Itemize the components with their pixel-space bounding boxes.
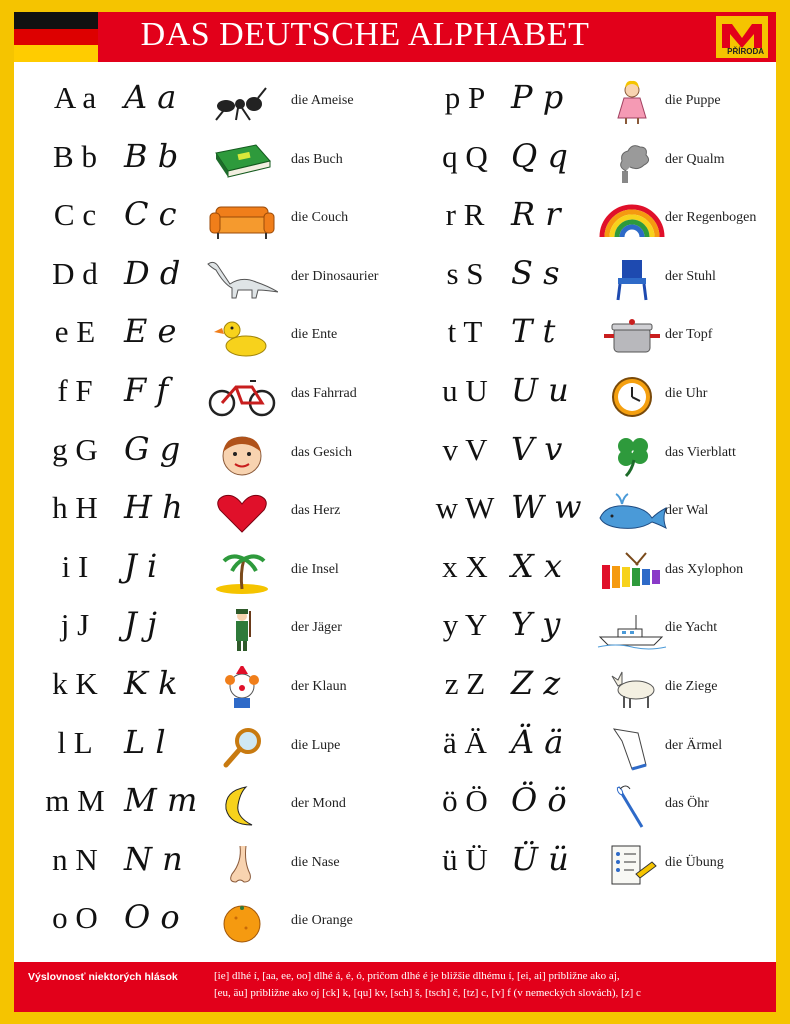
needle-icon xyxy=(596,783,668,829)
script-letters: U u xyxy=(511,370,569,409)
yacht-icon xyxy=(596,607,668,653)
printed-letters: s S xyxy=(446,255,484,291)
script-letters: T t xyxy=(511,312,556,351)
script-letters: Q q xyxy=(511,136,568,175)
chair-icon xyxy=(596,256,668,302)
letter-row xyxy=(406,74,776,133)
letter-row xyxy=(14,836,406,895)
printed-letters: A a xyxy=(53,80,97,115)
letter-row xyxy=(14,601,406,660)
face-icon xyxy=(206,432,278,478)
script-letters: A a xyxy=(124,78,177,116)
letter-row xyxy=(406,426,776,485)
bicycle-icon xyxy=(206,373,278,419)
clover-icon xyxy=(596,432,668,478)
example-word: die Ameise xyxy=(291,93,354,108)
printed-letters: u U xyxy=(442,372,488,408)
example-word: die Uhr xyxy=(665,385,708,401)
doll-icon xyxy=(596,80,668,126)
script-letters: P p xyxy=(511,78,564,116)
script-letters: O o xyxy=(124,898,180,937)
script-letters: E e xyxy=(124,312,177,351)
letter-row xyxy=(14,777,406,836)
smoke-icon xyxy=(596,139,668,185)
letter-row xyxy=(14,191,406,250)
script-letters: N n xyxy=(124,839,183,878)
moon-icon xyxy=(206,783,278,829)
script-letters: J j xyxy=(124,605,157,644)
letter-row xyxy=(406,601,776,660)
letter-row xyxy=(406,367,776,426)
script-letters: G g xyxy=(124,429,181,468)
script-letters: Ö ö xyxy=(511,781,567,820)
orange-icon xyxy=(206,900,278,946)
example-word: die Nase xyxy=(291,854,340,870)
whale-icon xyxy=(596,490,668,536)
german-flag-icon xyxy=(14,12,98,62)
printed-letters: q Q xyxy=(442,138,488,174)
footer-text xyxy=(214,968,770,1002)
exercise-icon xyxy=(596,842,668,888)
letter-row xyxy=(406,777,776,836)
letter-row xyxy=(406,191,776,250)
example-word: das Herz xyxy=(291,503,341,519)
printed-letters: h H xyxy=(52,490,98,526)
printed-letters: r R xyxy=(445,197,485,233)
heart-icon xyxy=(206,490,278,536)
printed-letters: y Y xyxy=(442,607,488,643)
script-letters: X x xyxy=(511,546,562,585)
script-letters: Y y xyxy=(511,605,561,644)
example-word: der Mond xyxy=(291,796,346,812)
example-word: der Dinosaurier xyxy=(291,268,379,284)
script-letters: V v xyxy=(511,429,563,468)
printed-letters: C c xyxy=(53,197,97,233)
script-letters: D d xyxy=(124,253,181,292)
script-letters: Z z xyxy=(511,663,561,702)
letter-row xyxy=(406,308,776,367)
printed-letters: x X xyxy=(442,548,488,584)
magnifier-icon xyxy=(206,725,278,771)
printed-letters: t T xyxy=(447,314,483,350)
letter-row xyxy=(406,836,776,895)
printed-letters: m M xyxy=(45,783,105,819)
letter-row xyxy=(14,74,406,133)
example-word: der Regenbogen xyxy=(665,210,757,226)
letter-row xyxy=(14,308,406,367)
printed-letters: p P xyxy=(444,80,486,115)
hunter-icon xyxy=(206,607,278,653)
ant-icon xyxy=(206,80,278,126)
pot-icon xyxy=(596,314,668,360)
example-word: die Ziege xyxy=(665,678,718,694)
footer-label: Výslovnosť niektorých hlások xyxy=(28,971,178,983)
letter-row xyxy=(406,133,776,192)
example-word: die Puppe xyxy=(665,93,721,108)
script-letters: C c xyxy=(124,195,177,234)
example-word: der Qualm xyxy=(665,151,725,167)
left-column xyxy=(14,74,406,953)
dinosaur-icon xyxy=(206,256,278,302)
example-word: das Buch xyxy=(291,151,343,167)
footer-line: [ie] dlhé í, [aa, ee, oo] dlhé á, é, ó, pričom dlhé é je bližšie dlhému í, [ei, ai] približne ako aj, xyxy=(214,970,620,982)
example-word: das Xylophon xyxy=(665,561,744,577)
pronunciation-footer xyxy=(14,962,776,1012)
sleeve-icon xyxy=(596,725,668,771)
letter-row xyxy=(406,250,776,309)
letter-row xyxy=(14,250,406,309)
example-word: die Übung xyxy=(665,854,724,870)
letter-row xyxy=(14,543,406,602)
printed-letters: i I xyxy=(61,548,89,584)
example-word: das Vierblatt xyxy=(665,444,736,460)
script-letters: W w xyxy=(511,488,582,527)
example-word: die Lupe xyxy=(291,737,341,753)
book-icon xyxy=(206,139,278,185)
script-letters: S s xyxy=(511,253,560,292)
example-word: die Yacht xyxy=(665,620,718,636)
printed-letters: e E xyxy=(54,314,96,350)
printed-letters: w W xyxy=(435,490,495,526)
printed-letters: o O xyxy=(52,900,98,936)
letter-row xyxy=(14,367,406,426)
script-letters: Ä ä xyxy=(511,722,564,761)
right-column xyxy=(406,74,776,894)
printed-letters: B b xyxy=(53,138,97,174)
script-letters: B b xyxy=(124,136,179,175)
letter-row xyxy=(14,894,406,953)
script-letters: R r xyxy=(511,195,561,234)
printed-letters: ü Ü xyxy=(442,841,488,877)
letter-row xyxy=(14,426,406,485)
xylophone-icon xyxy=(596,549,668,595)
letter-row xyxy=(406,719,776,778)
page-title: DAS DEUTSCHE ALPHABET xyxy=(140,16,590,53)
printed-letters: l L xyxy=(57,724,93,760)
letter-row xyxy=(14,660,406,719)
printed-letters: ä Ä xyxy=(443,724,487,760)
printed-letters: n N xyxy=(52,841,98,877)
footer-line: [eu, äu] približne ako oj [ck] k, [qu] kv, [sch] š, [tsch] č, [tz] c, [v] f (v nemeckých slovách), [z] c xyxy=(214,987,641,999)
letter-row xyxy=(14,133,406,192)
example-word: die Insel xyxy=(291,561,339,577)
script-letters: J i xyxy=(124,546,158,585)
letter-row xyxy=(406,484,776,543)
alphabet-poster xyxy=(14,12,776,1012)
printed-letters: v V xyxy=(442,431,488,467)
example-word: der Topf xyxy=(665,327,713,343)
letter-row xyxy=(406,543,776,602)
publisher-logo-icon xyxy=(716,16,768,58)
clown-icon xyxy=(206,666,278,712)
example-word: der Stuhl xyxy=(665,268,716,284)
script-letters: K k xyxy=(124,663,178,702)
couch-icon xyxy=(206,197,278,243)
script-letters: M m xyxy=(124,781,198,820)
example-word: die Couch xyxy=(291,210,349,226)
header-banner xyxy=(14,12,776,62)
printed-letters: j J xyxy=(60,607,90,643)
example-word: der Ärmel xyxy=(665,737,723,753)
printed-letters: f F xyxy=(57,372,93,408)
printed-letters: ö Ö xyxy=(442,783,488,819)
example-word: die Orange xyxy=(291,913,353,929)
printed-letters: D d xyxy=(52,255,98,291)
script-letters: Ü ü xyxy=(511,839,569,878)
example-word: der Wal xyxy=(665,503,709,519)
script-letters: H h xyxy=(124,488,183,527)
script-letters: L l xyxy=(124,722,166,761)
example-word: das Fahrrad xyxy=(291,385,357,401)
script-letters: F f xyxy=(124,370,169,409)
example-word: das Öhr xyxy=(665,796,709,812)
rainbow-icon xyxy=(596,197,668,243)
goat-icon xyxy=(596,666,668,712)
letter-row xyxy=(14,719,406,778)
duck-icon xyxy=(206,314,278,360)
example-word: das Gesich xyxy=(291,444,353,460)
island-icon xyxy=(206,549,278,595)
printed-letters: k K xyxy=(52,665,98,701)
printed-letters: z Z xyxy=(444,665,486,701)
example-word: die Ente xyxy=(291,327,338,343)
logo-text: PŘÍRODA xyxy=(727,47,764,56)
clock-icon xyxy=(596,373,668,419)
printed-letters: g G xyxy=(52,431,98,467)
example-word: der Klaun xyxy=(291,678,347,694)
letter-row xyxy=(14,484,406,543)
letter-row xyxy=(406,660,776,719)
example-word: der Jäger xyxy=(291,620,342,636)
nose-icon xyxy=(206,842,278,888)
